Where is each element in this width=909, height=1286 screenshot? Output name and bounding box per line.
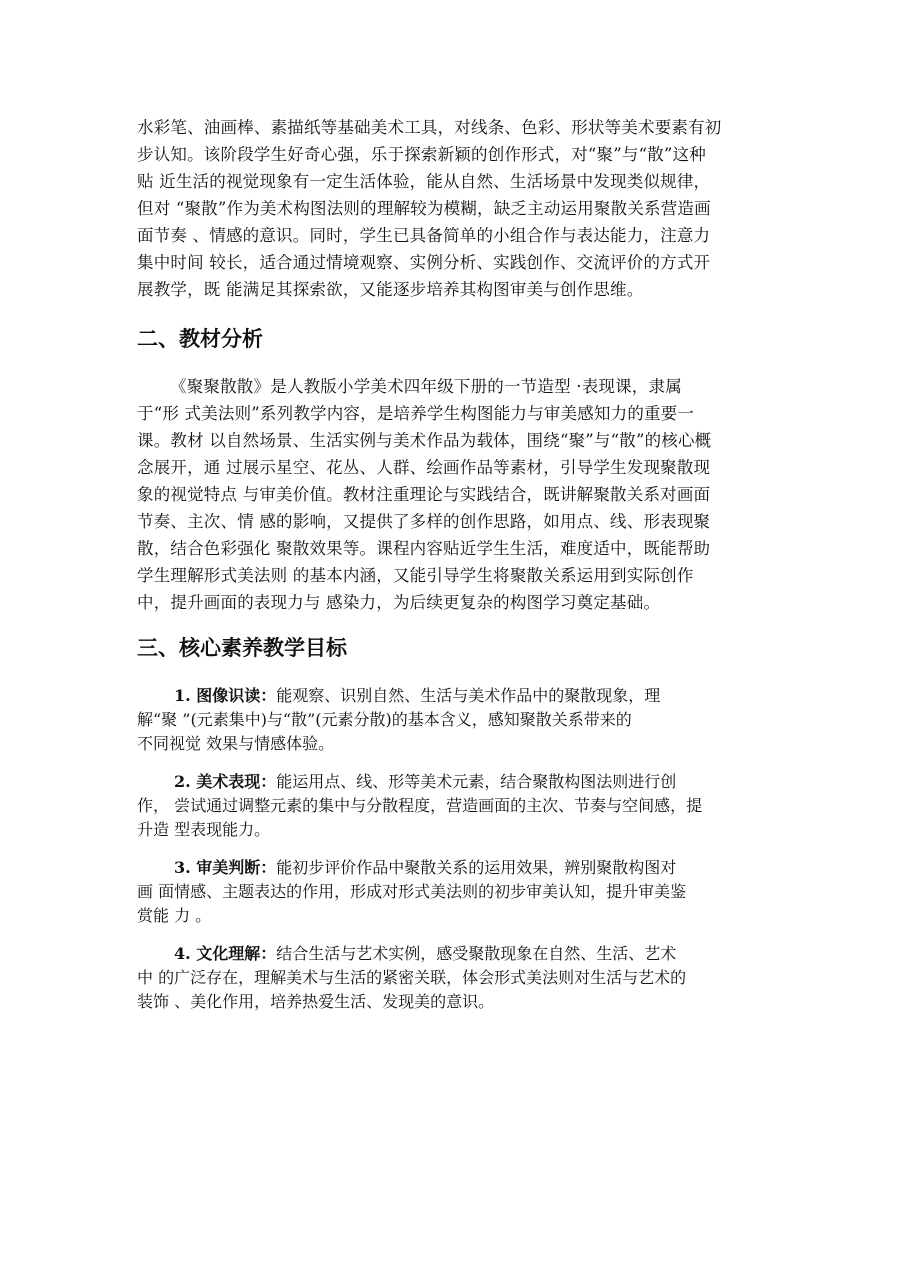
text-line — [174, 686, 660, 706]
text-line: 散，结合色彩强化 聚散效果等。课程内容贴近学生生活，难度适中，既能帮助 — [137, 539, 711, 558]
text-line: 赏能 力 。 — [137, 906, 212, 925]
objective-label: 3. 审美判断： — [174, 858, 277, 877]
text-line: 水彩笔、油画棒、素描纸等基础美术工具，对线条、色彩、形状等美术要素有初 — [137, 118, 722, 137]
text-line: 装饰 、美化作用，培养热爱生活、发现美的意识。 — [137, 992, 495, 1011]
text-line — [174, 858, 676, 878]
text-line: 课。教材 以自然场景、生活实例与美术作品为载体，围绕“聚”与“散”的核心概 — [137, 431, 712, 450]
text-line: 象的视觉特点 与审美价值。教材注重理论与实践结合，既讲解聚散关系对画面 — [137, 485, 711, 504]
text-line: 升造 型表现能力。 — [137, 820, 271, 839]
text-line: 学生理解形式美法则 的基本内涵，又能引导学生将聚散关系运用到实际创作 — [137, 566, 694, 585]
objective-label: 4. 文化理解： — [174, 944, 277, 963]
objective-label: 2. 美术表现： — [174, 772, 277, 791]
text-line: 解“聚 ”(元素集中)与“散”(元素分散)的基本含义，感知聚散关系带来的 — [137, 710, 632, 729]
section-heading: 三、核心素养教学目标 — [137, 636, 347, 660]
objective-text: 结合生活与艺术实例，感受聚散现象在自然、生活、艺术 — [276, 944, 677, 963]
text-line: 不同视觉 效果与情感体验。 — [137, 734, 335, 753]
text-line: 贴 近生活的视觉现象有一定生活体验，能从自然、生活场景中发现类似规律， — [137, 172, 711, 191]
text-line: 画 面情感、主题表达的作用，形成对形式美法则的初步审美认知，提升审美鉴 — [137, 882, 687, 901]
text-line — [174, 772, 676, 792]
text-line: 中，提升画面的表现力与 感染力，为后续更复杂的构图学习奠定基础。 — [137, 593, 661, 612]
objective-text: 能观察、识别自然、生活与美术作品中的聚散现象，理 — [276, 686, 661, 705]
text-line: 于“形 式美法则”系列教学内容，是培养学生构图能力与审美感知力的重要一 — [137, 404, 695, 423]
section-heading: 二、教材分析 — [137, 327, 263, 351]
objective-text: 能初步评价作品中聚散关系的运用效果，辨别聚散构图对 — [276, 858, 677, 877]
text-line: 步认知。该阶段学生好奇心强，乐于探索新颖的创作形式，对“聚”与“散”这种 — [137, 145, 706, 164]
text-line: 展教学，既 能满足其探索欲，又能逐步培养其构图审美与创作思维。 — [137, 280, 644, 299]
text-line: 《聚聚散散》是人教版小学美术四年级下册的一节造型 ·表现课，隶属 — [170, 377, 682, 396]
text-line: 作， 尝试通过调整元素的集中与分散程度，营造画面的主次、节奏与空间感，提 — [137, 796, 703, 815]
text-line: 节奏、主次、情 感的影响，又提供了多样的创作思路，如用点、线、形表现聚 — [137, 512, 711, 531]
text-line: 集中时间 较长，适合通过情境观察、实例分析、实践创作、交流评价的方式开 — [137, 253, 711, 272]
text-line: 念展开，通 过展示星空、花丛、人群、绘画作品等素材，引导学生发现聚散现 — [137, 458, 711, 477]
text-line: 面节奏 、情感的意识。同时，学生已具备简单的小组合作与表达能力，注意力 — [137, 226, 711, 245]
text-line — [174, 944, 676, 964]
text-line: 中 的广泛存在，理解美术与生活的紧密关联，体会形式美法则对生活与艺术的 — [137, 968, 687, 987]
objective-text: 能运用点、线、形等美术元素，结合聚散构图法则进行创 — [276, 772, 677, 791]
text-line: 但对 “聚散”作为美术构图法则的理解较为模糊，缺乏主动运用聚散关系营造画 — [137, 199, 711, 218]
objective-label: 1. 图像识读： — [174, 686, 277, 705]
